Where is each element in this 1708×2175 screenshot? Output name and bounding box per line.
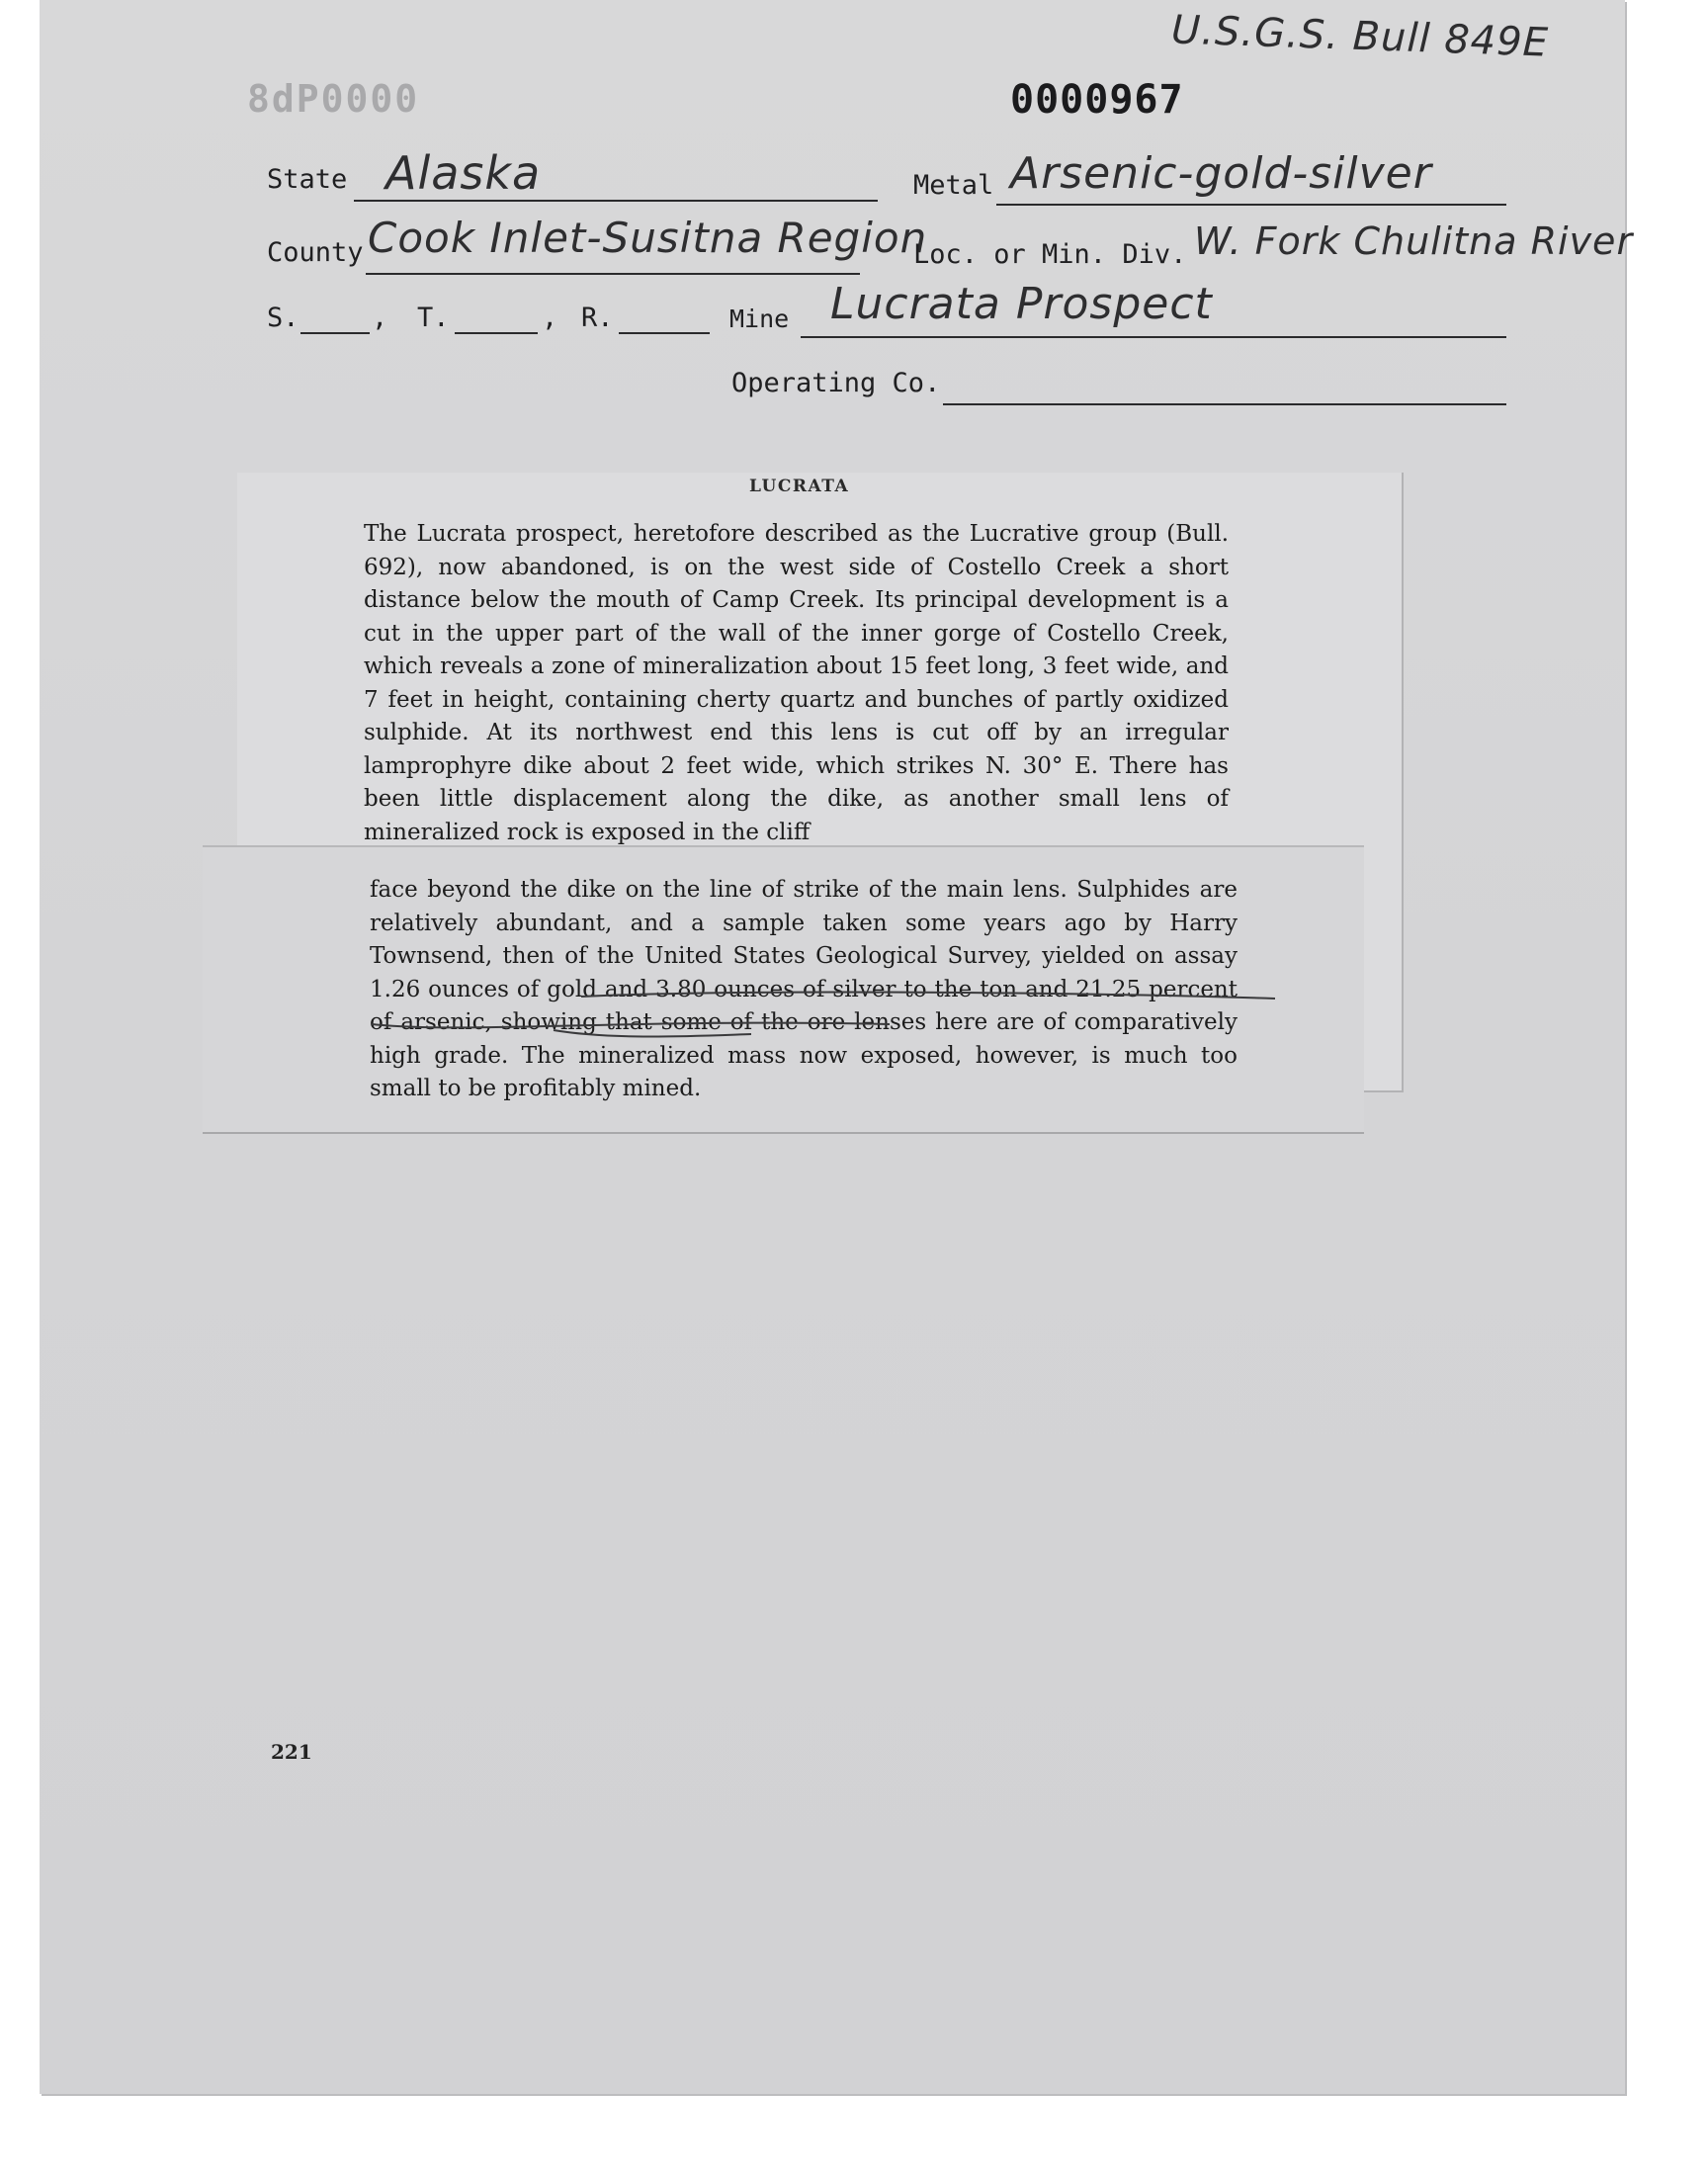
operating-line: [943, 403, 1506, 405]
township-line: [455, 332, 538, 334]
comma-2: ,: [542, 303, 558, 333]
clipping-paragraph-2: face beyond the dike on the line of strike of the main lens. Sulphides are relatively abundant, and a sample taken some years ago by Harry Townsend, then of the United States Geological Survey, yielded on assay 1.26 ounces of gold and 3.80 ounces of silver to the ton and 21.25 percent of arsenic, showing that some of the ore lenses here are of comparatively high grade. The mineralized mass now exposed, however, is much too small to be profitably mined.: [370, 877, 1238, 1101]
mine-value: Lucrata Prospect: [830, 279, 1213, 329]
state-value: Alaska: [385, 146, 542, 200]
loc-label: Loc. or Min. Div.: [913, 239, 1187, 270]
clipping-paragraph-1: The Lucrata prospect, heretofore described as the Lucrative group (Bull. 692), now abandoned, is on the west side of Costello Creek a short distance below the mouth of Camp Creek. Its principal development is a cut in the upper part of the wall of the inner gorge of Costello Creek, which reveals a zone of mineralization about 15 feet long, 3 feet wide, and 7 feet in height, containing cherty quartz and bunches of partly oxidized sulphide. At its northwest end this lens is cut off by an irregular lamprophyre dike about 2 feet wide, which strikes N. 30° E. There has been little displacement along the dike, as another small lens of mineralized rock is exposed in the cliff: [364, 521, 1229, 845]
state-line: [354, 200, 878, 202]
section-line: [300, 332, 370, 334]
page-number: 221: [271, 1740, 312, 1764]
metal-value: Arsenic-gold-silver: [1010, 148, 1432, 199]
metal-label: Metal: [913, 170, 994, 201]
township-label: T.: [417, 303, 450, 333]
county-value: Cook Inlet-Susitna Region: [368, 214, 928, 262]
operating-label: Operating Co.: [731, 368, 941, 398]
county-line: [366, 273, 860, 275]
clipping-title: LUCRATA: [749, 477, 850, 496]
faint-stamp-number: 8dP0000: [247, 77, 420, 121]
state-label: State: [267, 164, 348, 195]
mine-label: Mine: [729, 304, 790, 333]
metal-line: [996, 204, 1506, 206]
county-label: County: [267, 237, 364, 268]
range-label: R.: [581, 303, 614, 333]
range-line: [619, 332, 710, 334]
section-label: S.: [267, 303, 299, 333]
loc-value: W. Fork Chulitna River: [1194, 219, 1634, 263]
comma-1: ,: [372, 303, 388, 333]
mine-line: [801, 336, 1506, 338]
bulletin-reference: U.S.G.S. Bull 849E: [1170, 7, 1550, 66]
stamp-number: 0000967: [1010, 77, 1184, 123]
